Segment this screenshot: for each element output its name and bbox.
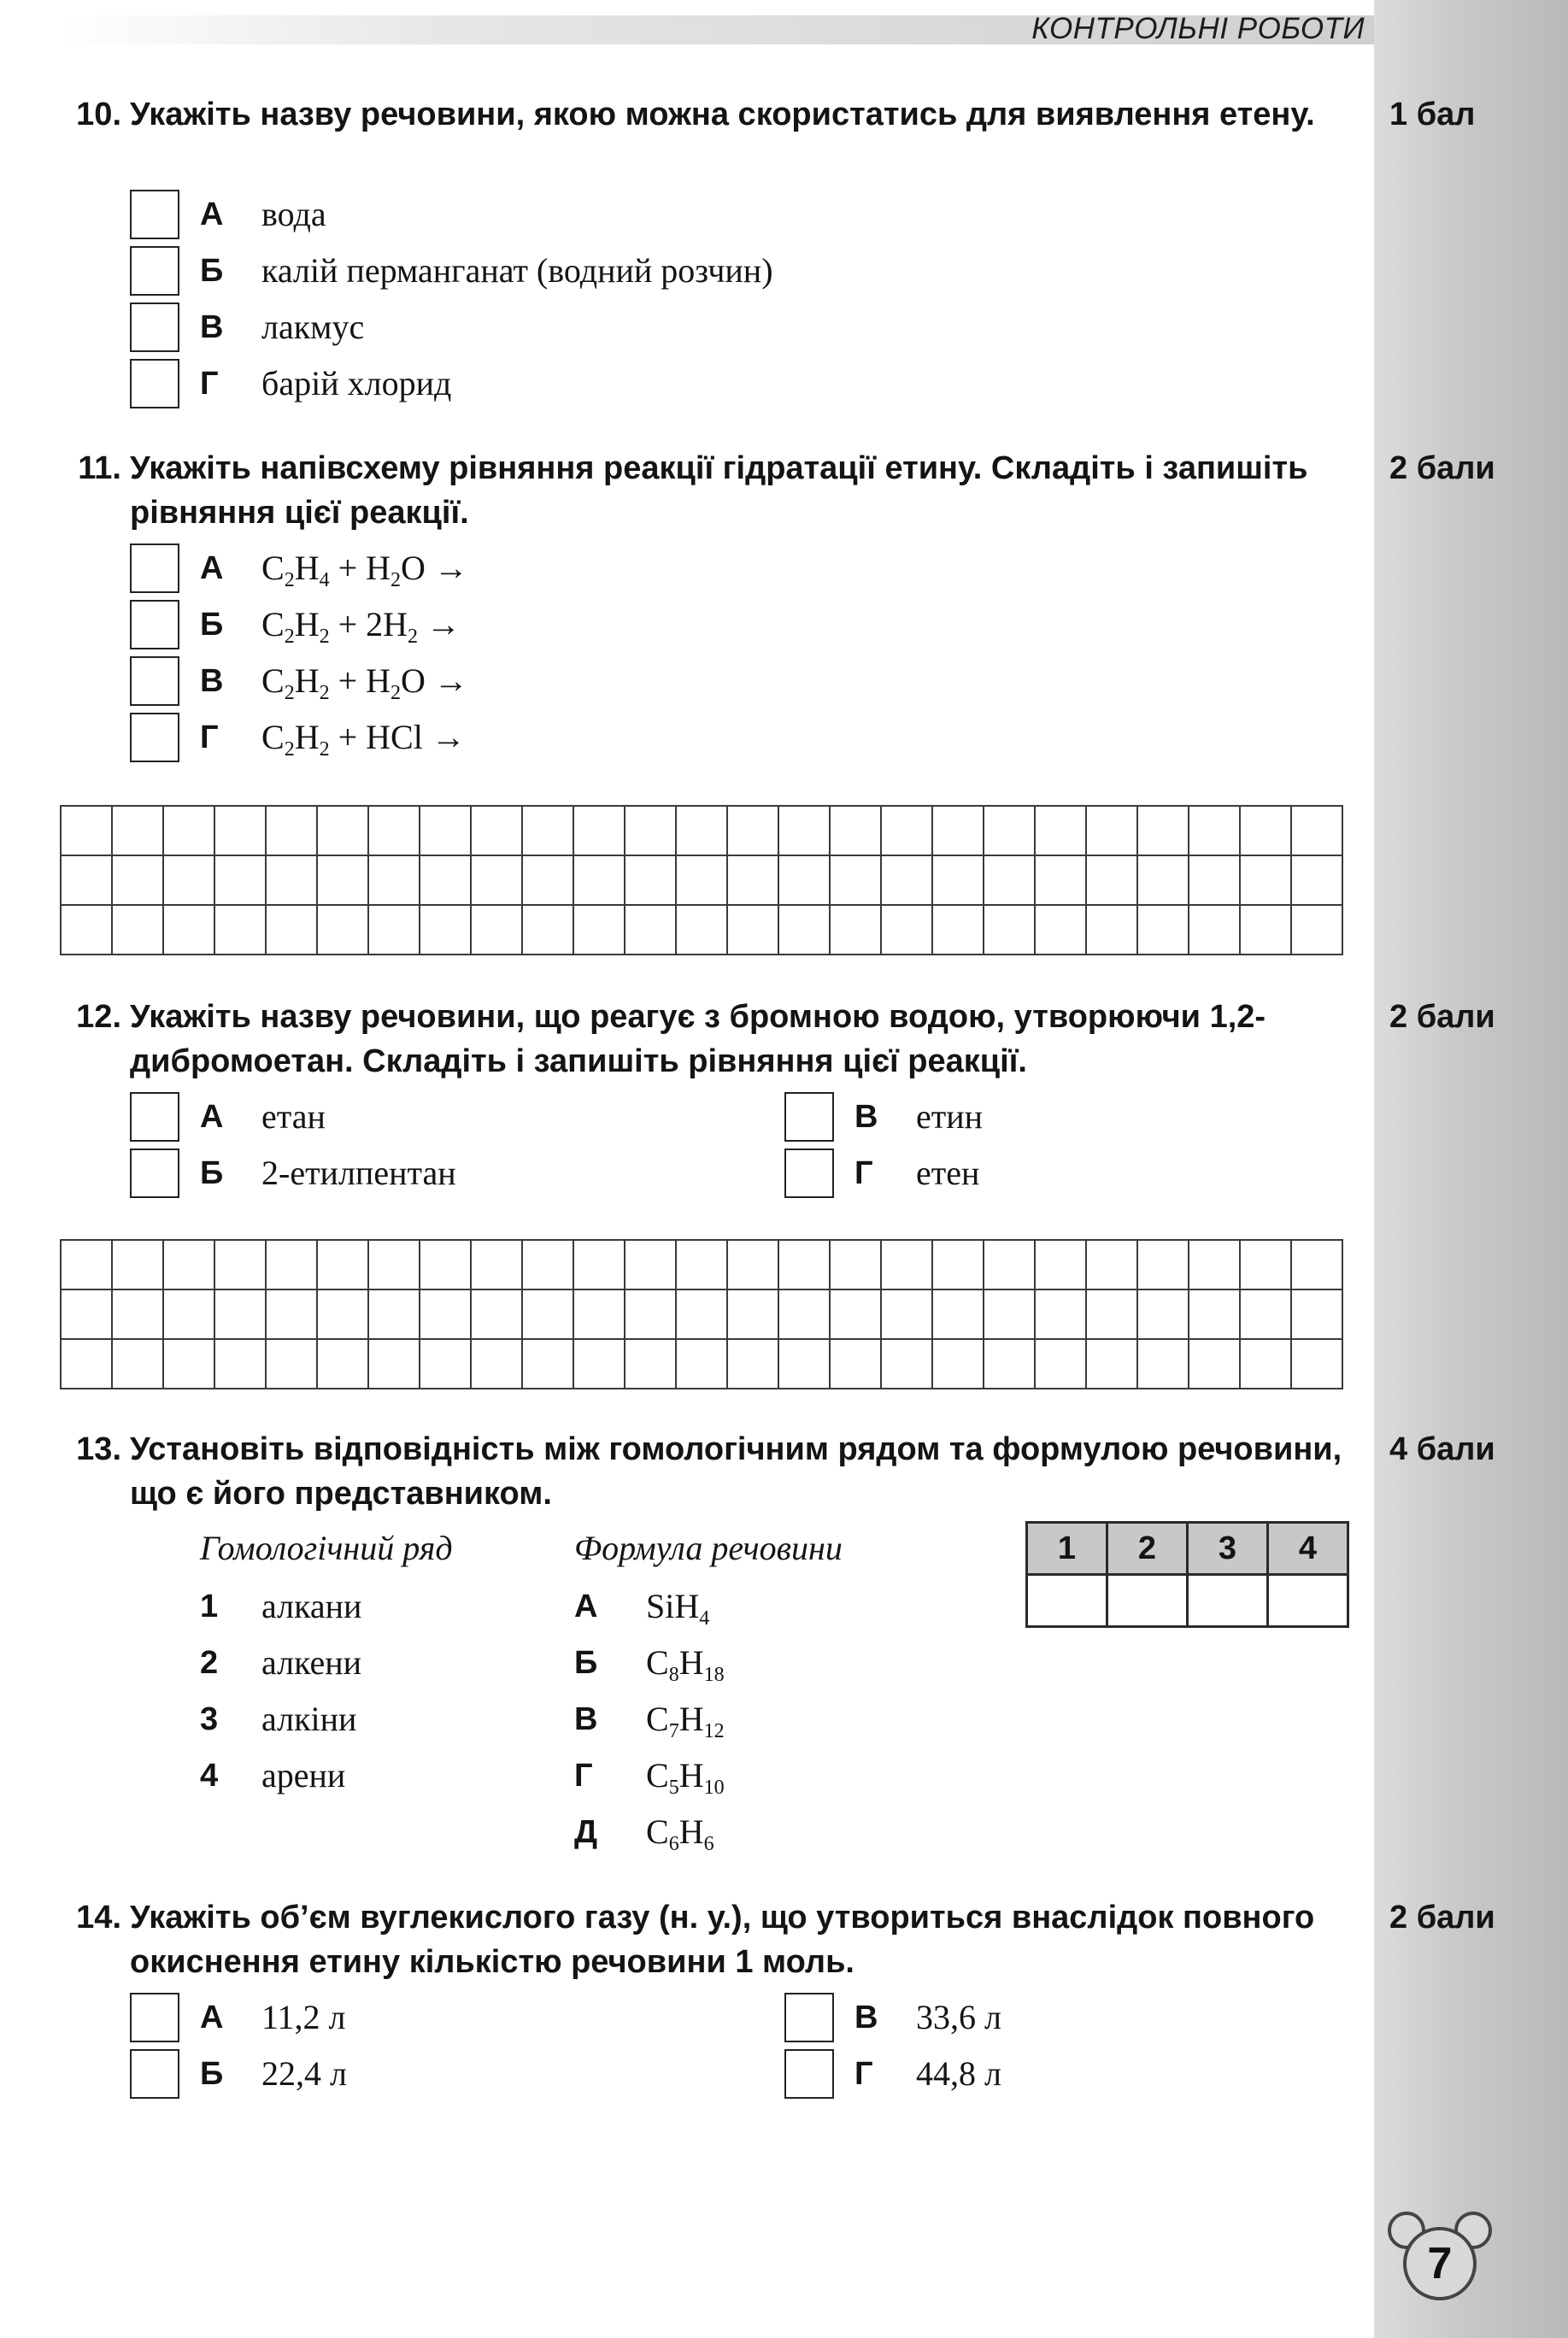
answer-cell[interactable] <box>1107 1575 1188 1627</box>
series-name: алкени <box>261 1643 362 1682</box>
answer-checkbox-g[interactable] <box>784 1148 834 1198</box>
grid-cell[interactable] <box>368 806 420 855</box>
option-letter: Г <box>854 2056 873 2092</box>
grid-cell[interactable] <box>214 1289 266 1339</box>
option-text: 11,2 л <box>261 1998 346 2036</box>
answer-cell[interactable] <box>1027 1575 1107 1627</box>
option-letter: А <box>200 197 224 232</box>
grid-cell[interactable] <box>625 1240 676 1289</box>
answer-checkbox-v[interactable] <box>130 656 179 706</box>
grid-cell[interactable] <box>1086 1339 1137 1389</box>
grid-cell[interactable] <box>1035 855 1086 905</box>
option-letter: В <box>200 309 224 345</box>
grid-cell[interactable] <box>881 855 932 905</box>
option-letter: В <box>854 1099 878 1135</box>
grid-cell[interactable] <box>266 1240 317 1289</box>
question-number: 14. <box>76 1900 121 1936</box>
answer-cell[interactable] <box>1188 1575 1268 1627</box>
option-text: вода <box>261 195 326 233</box>
grid-cell[interactable] <box>932 1240 984 1289</box>
grid-cell[interactable] <box>471 905 522 955</box>
grid-cell[interactable] <box>1035 1289 1086 1339</box>
series-number: 3 <box>200 1701 219 1737</box>
grid-cell[interactable] <box>368 855 420 905</box>
grid-cell[interactable] <box>1189 1339 1240 1389</box>
grid-cell[interactable] <box>1291 1240 1342 1289</box>
grid-cell[interactable] <box>1291 855 1342 905</box>
grid-cell[interactable] <box>1189 1240 1240 1289</box>
grid-cell[interactable] <box>1086 806 1137 855</box>
answer-checkbox-b[interactable] <box>130 600 179 649</box>
matching-answer-table <box>1025 1521 1349 1628</box>
grid-cell[interactable] <box>625 806 676 855</box>
grid-cell[interactable] <box>1189 1289 1240 1339</box>
option-text: барій хлорид <box>261 364 452 402</box>
grid-cell[interactable] <box>163 1240 214 1289</box>
option-letter: Б <box>200 2056 224 2092</box>
grid-cell[interactable] <box>522 1289 573 1339</box>
grid-cell[interactable] <box>881 1240 932 1289</box>
grid-cell[interactable] <box>676 1289 727 1339</box>
grid-cell[interactable] <box>522 905 573 955</box>
grid-cell[interactable] <box>163 855 214 905</box>
section-title: КОНТРОЛЬНІ РОБОТИ <box>1031 12 1365 45</box>
answer-checkbox-v[interactable] <box>784 1092 834 1142</box>
grid-cell[interactable] <box>112 1339 163 1389</box>
grid-cell[interactable] <box>61 905 112 955</box>
grid-cell[interactable] <box>317 905 368 955</box>
grid-cell[interactable] <box>1086 1289 1137 1339</box>
answer-writing-grid[interactable] <box>60 805 1343 955</box>
question-number: 12. <box>76 999 121 1035</box>
answer-col-header: 1 <box>1027 1523 1107 1575</box>
grid-cell[interactable] <box>984 855 1035 905</box>
grid-cell[interactable] <box>778 1339 830 1389</box>
grid-cell[interactable] <box>522 806 573 855</box>
grid-cell[interactable] <box>932 855 984 905</box>
grid-cell[interactable] <box>1291 1339 1342 1389</box>
formula: $C_8H_{18}$ <box>646 1643 725 1686</box>
grid-cell[interactable] <box>61 855 112 905</box>
grid-cell[interactable] <box>317 1240 368 1289</box>
series-name: алкіни <box>261 1700 357 1738</box>
grid-cell[interactable] <box>830 905 881 955</box>
grid-cell[interactable] <box>1291 905 1342 955</box>
grid-cell[interactable] <box>61 806 112 855</box>
grid-cell[interactable] <box>984 806 1035 855</box>
grid-cell[interactable] <box>266 1339 317 1389</box>
option-text: етин <box>916 1097 984 1136</box>
grid-cell[interactable] <box>1035 1339 1086 1389</box>
series-name: алкани <box>261 1587 362 1625</box>
grid-cell[interactable] <box>471 855 522 905</box>
answer-checkbox-b[interactable] <box>130 1148 179 1198</box>
option-letter: Б <box>200 1155 224 1191</box>
grid-cell[interactable] <box>214 905 266 955</box>
grid-cell[interactable] <box>625 1339 676 1389</box>
question-number: 13. <box>76 1431 121 1467</box>
formula: $C_6H_6$ <box>646 1812 714 1855</box>
grid-cell[interactable] <box>932 1289 984 1339</box>
grid-cell[interactable] <box>112 1289 163 1339</box>
answer-checkbox-b[interactable] <box>130 2049 179 2099</box>
grid-cell[interactable] <box>317 1289 368 1339</box>
option-text: калій перманганат (водний розчин) <box>261 251 773 290</box>
question-number: 10. <box>76 97 121 132</box>
answer-checkbox-v[interactable] <box>130 303 179 352</box>
option-letter: Б <box>200 607 224 643</box>
grid-cell[interactable] <box>214 1240 266 1289</box>
answer-cell[interactable] <box>1268 1575 1348 1627</box>
grid-cell[interactable] <box>932 806 984 855</box>
grid-cell[interactable] <box>112 1240 163 1289</box>
grid-cell[interactable] <box>676 806 727 855</box>
grid-cell[interactable] <box>163 1289 214 1339</box>
option-text: етан <box>261 1097 326 1136</box>
grid-cell[interactable] <box>727 855 778 905</box>
grid-cell[interactable] <box>163 905 214 955</box>
grid-cell[interactable] <box>727 806 778 855</box>
grid-cell[interactable] <box>112 905 163 955</box>
page-side-band <box>1374 0 1568 2338</box>
grid-cell[interactable] <box>61 1289 112 1339</box>
grid-cell[interactable] <box>368 1240 420 1289</box>
grid-cell[interactable] <box>1291 1289 1342 1339</box>
grid-cell[interactable] <box>727 1240 778 1289</box>
answer-checkbox-a[interactable] <box>130 1092 179 1142</box>
series-name: арени <box>261 1756 346 1795</box>
grid-cell[interactable] <box>266 806 317 855</box>
formula-letter: Д <box>574 1814 598 1850</box>
grid-cell[interactable] <box>573 905 625 955</box>
grid-cell[interactable] <box>1240 806 1291 855</box>
option-letter: А <box>200 1099 224 1135</box>
grid-cell[interactable] <box>625 855 676 905</box>
answer-col-header: 4 <box>1268 1523 1348 1575</box>
grid-cell[interactable] <box>1137 806 1189 855</box>
question-points: 4 бали <box>1389 1431 1495 1467</box>
grid-cell[interactable] <box>214 855 266 905</box>
page-number-badge <box>1384 2212 1495 2314</box>
question-points: 2 бали <box>1389 450 1495 486</box>
grid-cell[interactable] <box>778 806 830 855</box>
option-letter: Г <box>200 720 219 755</box>
grid-cell[interactable] <box>61 1240 112 1289</box>
grid-cell[interactable] <box>1086 1240 1137 1289</box>
formula-letter: Г <box>574 1758 593 1794</box>
grid-cell[interactable] <box>932 905 984 955</box>
grid-cell[interactable] <box>163 1339 214 1389</box>
answer-col-header: 3 <box>1188 1523 1268 1575</box>
grid-cell[interactable] <box>214 1339 266 1389</box>
formula-letter: Б <box>574 1645 598 1681</box>
grid-cell[interactable] <box>163 806 214 855</box>
grid-cell[interactable] <box>881 1339 932 1389</box>
grid-cell[interactable] <box>522 855 573 905</box>
formula: $C_5H_{10}$ <box>646 1756 725 1799</box>
grid-cell[interactable] <box>471 1339 522 1389</box>
grid-cell[interactable] <box>727 905 778 955</box>
question-text: Укажіть назву речовини, що реагує з бромною водою, утворюючи 1,2-дибромоетан. Складіть і запишіть рівняння цієї реакції. <box>130 999 1266 1079</box>
grid-cell[interactable] <box>778 1289 830 1339</box>
grid-cell[interactable] <box>573 1339 625 1389</box>
grid-cell[interactable] <box>1189 905 1240 955</box>
grid-cell[interactable] <box>317 1339 368 1389</box>
question-number: 11. <box>78 450 121 486</box>
grid-cell[interactable] <box>625 1289 676 1339</box>
column-header-series: Гомологічний ряд <box>200 1529 453 1567</box>
grid-cell[interactable] <box>932 1339 984 1389</box>
option-text: етен <box>916 1154 980 1192</box>
answer-checkbox-g[interactable] <box>784 2049 834 2099</box>
grid-cell[interactable] <box>266 1289 317 1339</box>
grid-cell[interactable] <box>778 1240 830 1289</box>
grid-cell[interactable] <box>984 1240 1035 1289</box>
formula-letter: В <box>574 1701 598 1737</box>
grid-cell[interactable] <box>368 1339 420 1389</box>
option-letter: А <box>200 550 224 586</box>
grid-cell[interactable] <box>830 1339 881 1389</box>
answer-checkbox-a[interactable] <box>130 190 179 239</box>
question-text: Укажіть назву речовини, якою можна скористатись для виявлення етену. <box>130 97 1315 132</box>
grid-cell[interactable] <box>1240 855 1291 905</box>
grid-cell[interactable] <box>676 905 727 955</box>
grid-cell[interactable] <box>420 905 471 955</box>
grid-cell[interactable] <box>317 806 368 855</box>
option-text: 2-етилпентан <box>261 1154 456 1192</box>
series-number: 1 <box>200 1589 219 1624</box>
grid-cell[interactable] <box>266 905 317 955</box>
option-formula: $C_2H_2$ + HCl → <box>261 718 466 761</box>
question-points: 2 бали <box>1389 999 1495 1035</box>
grid-cell[interactable] <box>1086 905 1137 955</box>
grid-cell[interactable] <box>984 1339 1035 1389</box>
option-text: 22,4 л <box>261 2054 347 2093</box>
formula: $C_7H_{12}$ <box>646 1700 725 1742</box>
grid-cell[interactable] <box>420 1339 471 1389</box>
grid-cell[interactable] <box>1189 806 1240 855</box>
option-letter: Г <box>200 366 219 402</box>
series-number: 4 <box>200 1758 219 1794</box>
grid-cell[interactable] <box>727 1339 778 1389</box>
grid-cell[interactable] <box>368 905 420 955</box>
answer-checkbox-g[interactable] <box>130 713 179 762</box>
grid-cell[interactable] <box>522 1339 573 1389</box>
question-text: Укажіть об’єм вуглекислого газу (н. у.), що утвориться внаслідок повного окиснення етину кількістю речовини 1 моль. <box>130 1900 1315 1980</box>
grid-cell[interactable] <box>573 1289 625 1339</box>
grid-cell[interactable] <box>881 905 932 955</box>
grid-cell[interactable] <box>676 855 727 905</box>
grid-cell[interactable] <box>1035 1240 1086 1289</box>
grid-cell[interactable] <box>471 806 522 855</box>
grid-cell[interactable] <box>61 1339 112 1389</box>
grid-cell[interactable] <box>1291 806 1342 855</box>
option-text: 33,6 л <box>916 1998 1001 2036</box>
grid-cell[interactable] <box>1137 905 1189 955</box>
grid-cell[interactable] <box>1035 905 1086 955</box>
formula: SiH$_4$ <box>646 1587 710 1630</box>
grid-cell[interactable] <box>420 806 471 855</box>
answer-writing-grid[interactable] <box>60 1239 1343 1389</box>
grid-cell[interactable] <box>112 855 163 905</box>
formula-letter: А <box>574 1589 598 1624</box>
grid-cell[interactable] <box>676 1240 727 1289</box>
grid-cell[interactable] <box>1086 855 1137 905</box>
grid-cell[interactable] <box>266 855 317 905</box>
grid-cell[interactable] <box>1240 905 1291 955</box>
option-letter: А <box>200 2000 224 2035</box>
grid-cell[interactable] <box>1035 806 1086 855</box>
answer-col-header: 2 <box>1107 1523 1188 1575</box>
grid-cell[interactable] <box>573 855 625 905</box>
question-text: Установіть відповідність між гомологічним рядом та формулою речовини, що є його представником. <box>130 1431 1342 1512</box>
grid-cell[interactable] <box>778 905 830 955</box>
grid-cell[interactable] <box>1240 1240 1291 1289</box>
answer-checkbox-g[interactable] <box>130 359 179 408</box>
grid-cell[interactable] <box>420 1240 471 1289</box>
grid-cell[interactable] <box>984 1289 1035 1339</box>
option-formula: $C_2H_4 + H_2O$ → <box>261 549 468 591</box>
option-formula: $C_2H_2 + H_2O$ → <box>261 661 468 704</box>
option-text: лакмус <box>261 308 365 346</box>
grid-cell[interactable] <box>984 905 1035 955</box>
grid-cell[interactable] <box>522 1240 573 1289</box>
option-letter: Г <box>854 1155 873 1191</box>
answer-checkbox-b[interactable] <box>130 246 179 296</box>
grid-cell[interactable] <box>471 1240 522 1289</box>
option-letter: В <box>200 663 224 699</box>
question-points: 1 бал <box>1389 97 1476 132</box>
question-points: 2 бали <box>1389 1900 1495 1936</box>
answer-checkbox-a[interactable] <box>130 1993 179 2042</box>
option-formula: $C_2H_2 + 2H_2$ → <box>261 605 461 648</box>
option-letter: В <box>854 2000 878 2035</box>
series-number: 2 <box>200 1645 219 1681</box>
grid-cell[interactable] <box>1189 855 1240 905</box>
grid-cell[interactable] <box>830 855 881 905</box>
grid-cell[interactable] <box>1137 855 1189 905</box>
grid-cell[interactable] <box>1137 1289 1189 1339</box>
answer-checkbox-a[interactable] <box>130 543 179 593</box>
grid-cell[interactable] <box>625 905 676 955</box>
grid-cell[interactable] <box>881 806 932 855</box>
grid-cell[interactable] <box>573 1240 625 1289</box>
grid-cell[interactable] <box>368 1289 420 1339</box>
page-number: 7 <box>1403 2227 1477 2300</box>
grid-cell[interactable] <box>214 806 266 855</box>
grid-cell[interactable] <box>1240 1289 1291 1339</box>
grid-cell[interactable] <box>830 1289 881 1339</box>
grid-cell[interactable] <box>317 855 368 905</box>
grid-cell[interactable] <box>1137 1240 1189 1289</box>
answer-checkbox-v[interactable] <box>784 1993 834 2042</box>
grid-cell[interactable] <box>420 855 471 905</box>
grid-cell[interactable] <box>778 855 830 905</box>
grid-cell[interactable] <box>727 1289 778 1339</box>
grid-cell[interactable] <box>1137 1339 1189 1389</box>
grid-cell[interactable] <box>573 806 625 855</box>
option-letter: Б <box>200 253 224 289</box>
column-header-formula: Формула речовини <box>574 1529 843 1567</box>
grid-cell[interactable] <box>830 806 881 855</box>
grid-cell[interactable] <box>676 1339 727 1389</box>
grid-cell[interactable] <box>112 806 163 855</box>
grid-cell[interactable] <box>1240 1339 1291 1389</box>
option-text: 44,8 л <box>916 2054 1001 2093</box>
grid-cell[interactable] <box>420 1289 471 1339</box>
grid-cell[interactable] <box>471 1289 522 1339</box>
question-text: Укажіть напівсхему рівняння реакції гідратації етину. Складіть і запишіть рівняння цієї реакції. <box>130 450 1308 531</box>
grid-cell[interactable] <box>881 1289 932 1339</box>
grid-cell[interactable] <box>830 1240 881 1289</box>
